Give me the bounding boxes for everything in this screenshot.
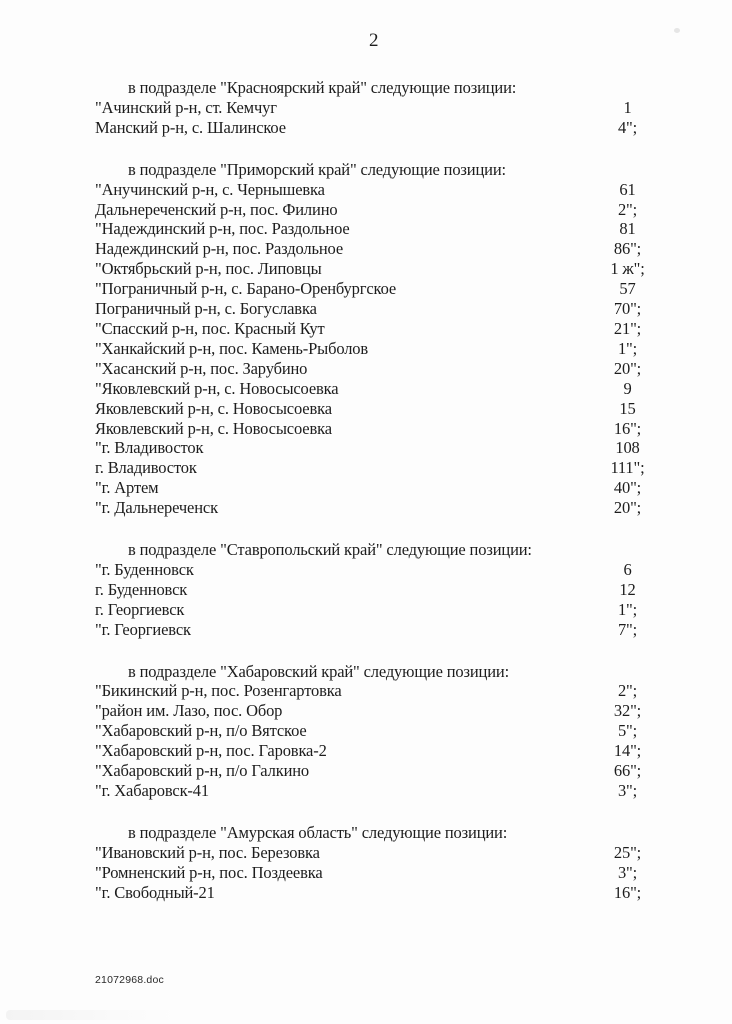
table-row bbox=[95, 200, 675, 220]
row-location-name: "Хасанский р-н, пос. Зарубино bbox=[95, 358, 308, 378]
table-row bbox=[95, 478, 675, 498]
row-location-name: "Октябрьский р-н, пос. Липовцы bbox=[95, 259, 322, 279]
row-location-name: "Хабаровский р-н, п/о Галкино bbox=[95, 761, 310, 781]
table-row bbox=[95, 118, 675, 138]
row-location-name: "Ивановский р-н, пос. Березовка bbox=[95, 842, 320, 862]
row-location-name: "Спасский р-н, пос. Красный Кут bbox=[95, 318, 325, 338]
row-location-name: "Ачинский р-н, ст. Кемчуг bbox=[95, 97, 277, 117]
table-row bbox=[95, 319, 675, 339]
table-row bbox=[95, 299, 675, 319]
section bbox=[95, 540, 675, 640]
row-location-name: "Хабаровский р-н, пос. Гаровка-2 bbox=[95, 741, 327, 761]
row-position-value: 70"; bbox=[613, 299, 642, 319]
row-position-value: 25"; bbox=[613, 842, 642, 862]
row-position-value: 57 bbox=[619, 279, 636, 299]
section-header: в подразделе "Хабаровский край" следующие позиции: bbox=[128, 661, 510, 681]
table-row bbox=[95, 498, 675, 518]
row-position-value: 32"; bbox=[613, 701, 642, 721]
row-position-value: 1"; bbox=[617, 338, 638, 358]
row-location-name: "Анучинский р-н, с. Чернышевка bbox=[95, 179, 325, 199]
row-position-value: 3"; bbox=[617, 781, 638, 800]
row-position-value: 61 bbox=[619, 179, 636, 199]
row-location-name: "район им. Лазо, пос. Обор bbox=[95, 701, 283, 721]
row-location-name: "г. Хабаровск-41 bbox=[95, 781, 209, 800]
row-location-name: Дальнереченский р-н, пос. Филино bbox=[95, 199, 338, 219]
row-location-name: "Надеждинский р-н, пос. Раздольное bbox=[95, 219, 350, 239]
row-position-value: 21"; bbox=[613, 318, 642, 338]
table-row bbox=[95, 761, 675, 781]
row-position-value: 108 bbox=[615, 438, 640, 458]
row-position-value: 2"; bbox=[617, 199, 638, 219]
table-row bbox=[95, 419, 675, 439]
row-location-name: "Бикинский р-н, пос. Розенгартовка bbox=[95, 681, 342, 701]
table-row bbox=[95, 600, 675, 620]
row-position-value: 5"; bbox=[617, 721, 638, 741]
table-row bbox=[95, 339, 675, 359]
row-location-name: "г. Георгиевск bbox=[95, 619, 191, 639]
table-row bbox=[95, 681, 675, 701]
row-location-name: г. Буденновск bbox=[95, 579, 188, 599]
table-row bbox=[95, 259, 675, 279]
row-position-value: 7"; bbox=[617, 619, 638, 639]
section-header: в подразделе "Приморский край" следующие позиции: bbox=[128, 159, 506, 179]
row-position-value: 86"; bbox=[613, 239, 642, 259]
row-location-name: г. Георгиевск bbox=[95, 599, 185, 619]
row-location-name: "Яковлевский р-н, с. Новосысоевка bbox=[95, 378, 339, 398]
table-row bbox=[95, 781, 675, 801]
row-position-value: 4"; bbox=[617, 117, 638, 137]
row-position-value: 15 bbox=[619, 398, 636, 418]
section-header: в подразделе "Ставропольский край" следующие позиции: bbox=[128, 540, 532, 560]
section-header: в подразделе "Красноярский край" следующие позиции: bbox=[128, 78, 517, 97]
table-row bbox=[95, 741, 675, 761]
section bbox=[95, 662, 675, 801]
table-row bbox=[95, 399, 675, 419]
table-row bbox=[95, 359, 675, 379]
row-location-name: "Хабаровский р-н, п/о Вятское bbox=[95, 721, 307, 741]
table-row bbox=[95, 458, 675, 478]
row-location-name: Яковлевский р-н, с. Новосысоевка bbox=[95, 398, 332, 418]
table-row bbox=[95, 620, 675, 640]
scan-artifact-speck bbox=[674, 28, 680, 33]
row-position-value: 81 bbox=[619, 219, 636, 239]
row-position-value: 20"; bbox=[613, 358, 642, 378]
row-location-name: "г. Артем bbox=[95, 478, 159, 498]
table-row bbox=[95, 180, 675, 200]
table-row bbox=[95, 219, 675, 239]
row-location-name: "г. Дальнереченск bbox=[95, 498, 218, 518]
row-location-name: "Пограничный р-н, с. Барано-Оренбургское bbox=[95, 279, 397, 299]
row-position-value: 6 bbox=[623, 559, 632, 579]
row-position-value: 16"; bbox=[613, 418, 642, 438]
row-location-name: "Ханкайский р-н, пос. Камень-Рыболов bbox=[95, 338, 369, 358]
table-row bbox=[95, 560, 675, 580]
table-row bbox=[95, 883, 675, 903]
footer-filename: 21072968.doc bbox=[95, 974, 164, 986]
row-position-value: 12 bbox=[619, 579, 636, 599]
table-row bbox=[95, 98, 675, 118]
row-location-name: "г. Буденновск bbox=[95, 559, 194, 579]
row-position-value: 2"; bbox=[617, 681, 638, 701]
table-row bbox=[95, 279, 675, 299]
row-location-name: Пограничный р-н, с. Богуславка bbox=[95, 299, 317, 319]
section bbox=[95, 823, 675, 903]
row-position-value: 111"; bbox=[610, 458, 645, 478]
row-position-value: 9 bbox=[623, 378, 632, 398]
row-location-name: г. Владивосток bbox=[95, 458, 197, 478]
row-location-name: Надеждинский р-н, пос. Раздольное bbox=[95, 239, 343, 259]
row-position-value: 14"; bbox=[613, 741, 642, 761]
row-location-name: Яковлевский р-н, с. Новосысоевка bbox=[95, 418, 332, 438]
table-row bbox=[95, 438, 675, 458]
row-position-value: 1 bbox=[623, 97, 632, 117]
table-row bbox=[95, 580, 675, 600]
row-position-value: 3"; bbox=[617, 862, 638, 882]
document-body bbox=[95, 78, 675, 903]
row-position-value: 66"; bbox=[613, 761, 642, 781]
table-row bbox=[95, 379, 675, 399]
section bbox=[95, 160, 675, 518]
row-location-name: Манский р-н, с. Шалинское bbox=[95, 117, 286, 137]
row-position-value: 1"; bbox=[617, 599, 638, 619]
table-row bbox=[95, 721, 675, 741]
row-location-name: "г. Владивосток bbox=[95, 438, 204, 458]
section bbox=[95, 78, 675, 138]
scan-artifact-smudge bbox=[6, 1010, 176, 1020]
row-location-name: "г. Свободный-21 bbox=[95, 882, 215, 902]
row-position-value: 40"; bbox=[613, 478, 642, 498]
table-row bbox=[95, 239, 675, 259]
row-location-name: "Ромненский р-н, пос. Поздеевка bbox=[95, 862, 323, 882]
section-header: в подразделе "Амурская область" следующие позиции: bbox=[128, 822, 508, 842]
row-position-value: 16"; bbox=[613, 882, 642, 902]
table-row bbox=[95, 701, 675, 721]
row-position-value: 20"; bbox=[613, 498, 642, 518]
table-row bbox=[95, 863, 675, 883]
row-position-value: 1 ж"; bbox=[610, 259, 645, 279]
table-row bbox=[95, 843, 675, 863]
page-number: 2 bbox=[369, 30, 379, 51]
